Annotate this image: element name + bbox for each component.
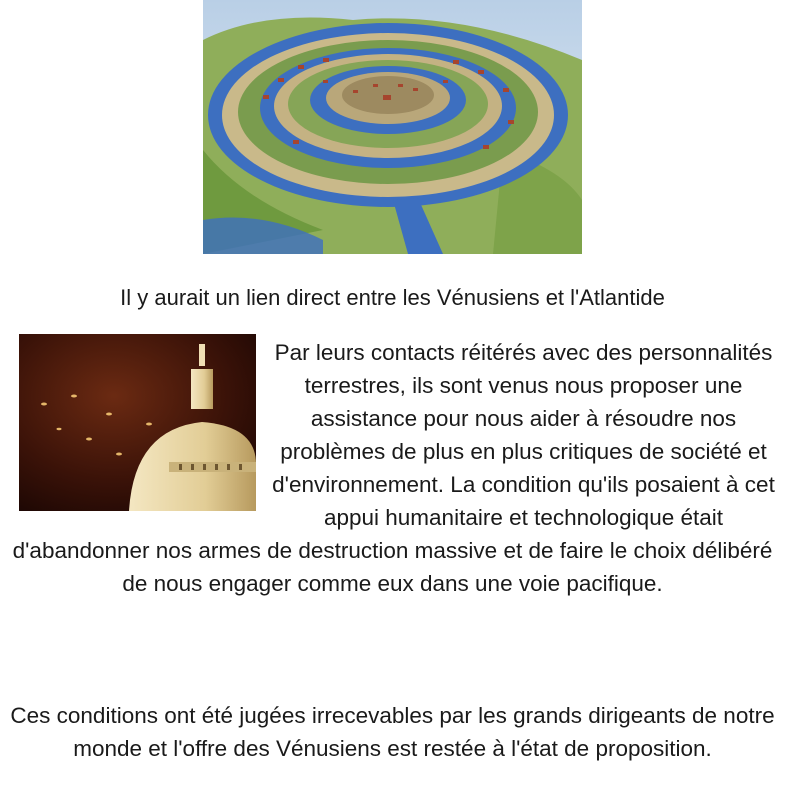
- article-paragraph-text: Par leurs contacts réitérés avec des personnalités terrestres, ils sont venus nous proposer une assistance pour nous aider à résoudre nos problèmes de plus en plus critiques de société et d'environnement. La condition qu'ils posaient à cet appui humanitaire et technologique était d'abandonner nos armes de destruction massive et de faire le choix délibéré de nous engager comme eux dans une voie pacifique.: [12, 340, 775, 596]
- article-paragraph: [0, 336, 785, 600]
- atlantis-illustration: [203, 0, 582, 254]
- image-caption: Il y aurait un lien direct entre les Vénusiens et l'Atlantide: [120, 285, 665, 310]
- closing-paragraph: Ces conditions ont été jugées irrecevables par les grands dirigeants de notre monde et l'offre des Vénusiens est restée à l'état de proposition.: [10, 703, 775, 761]
- image-float-spacer: [0, 336, 262, 512]
